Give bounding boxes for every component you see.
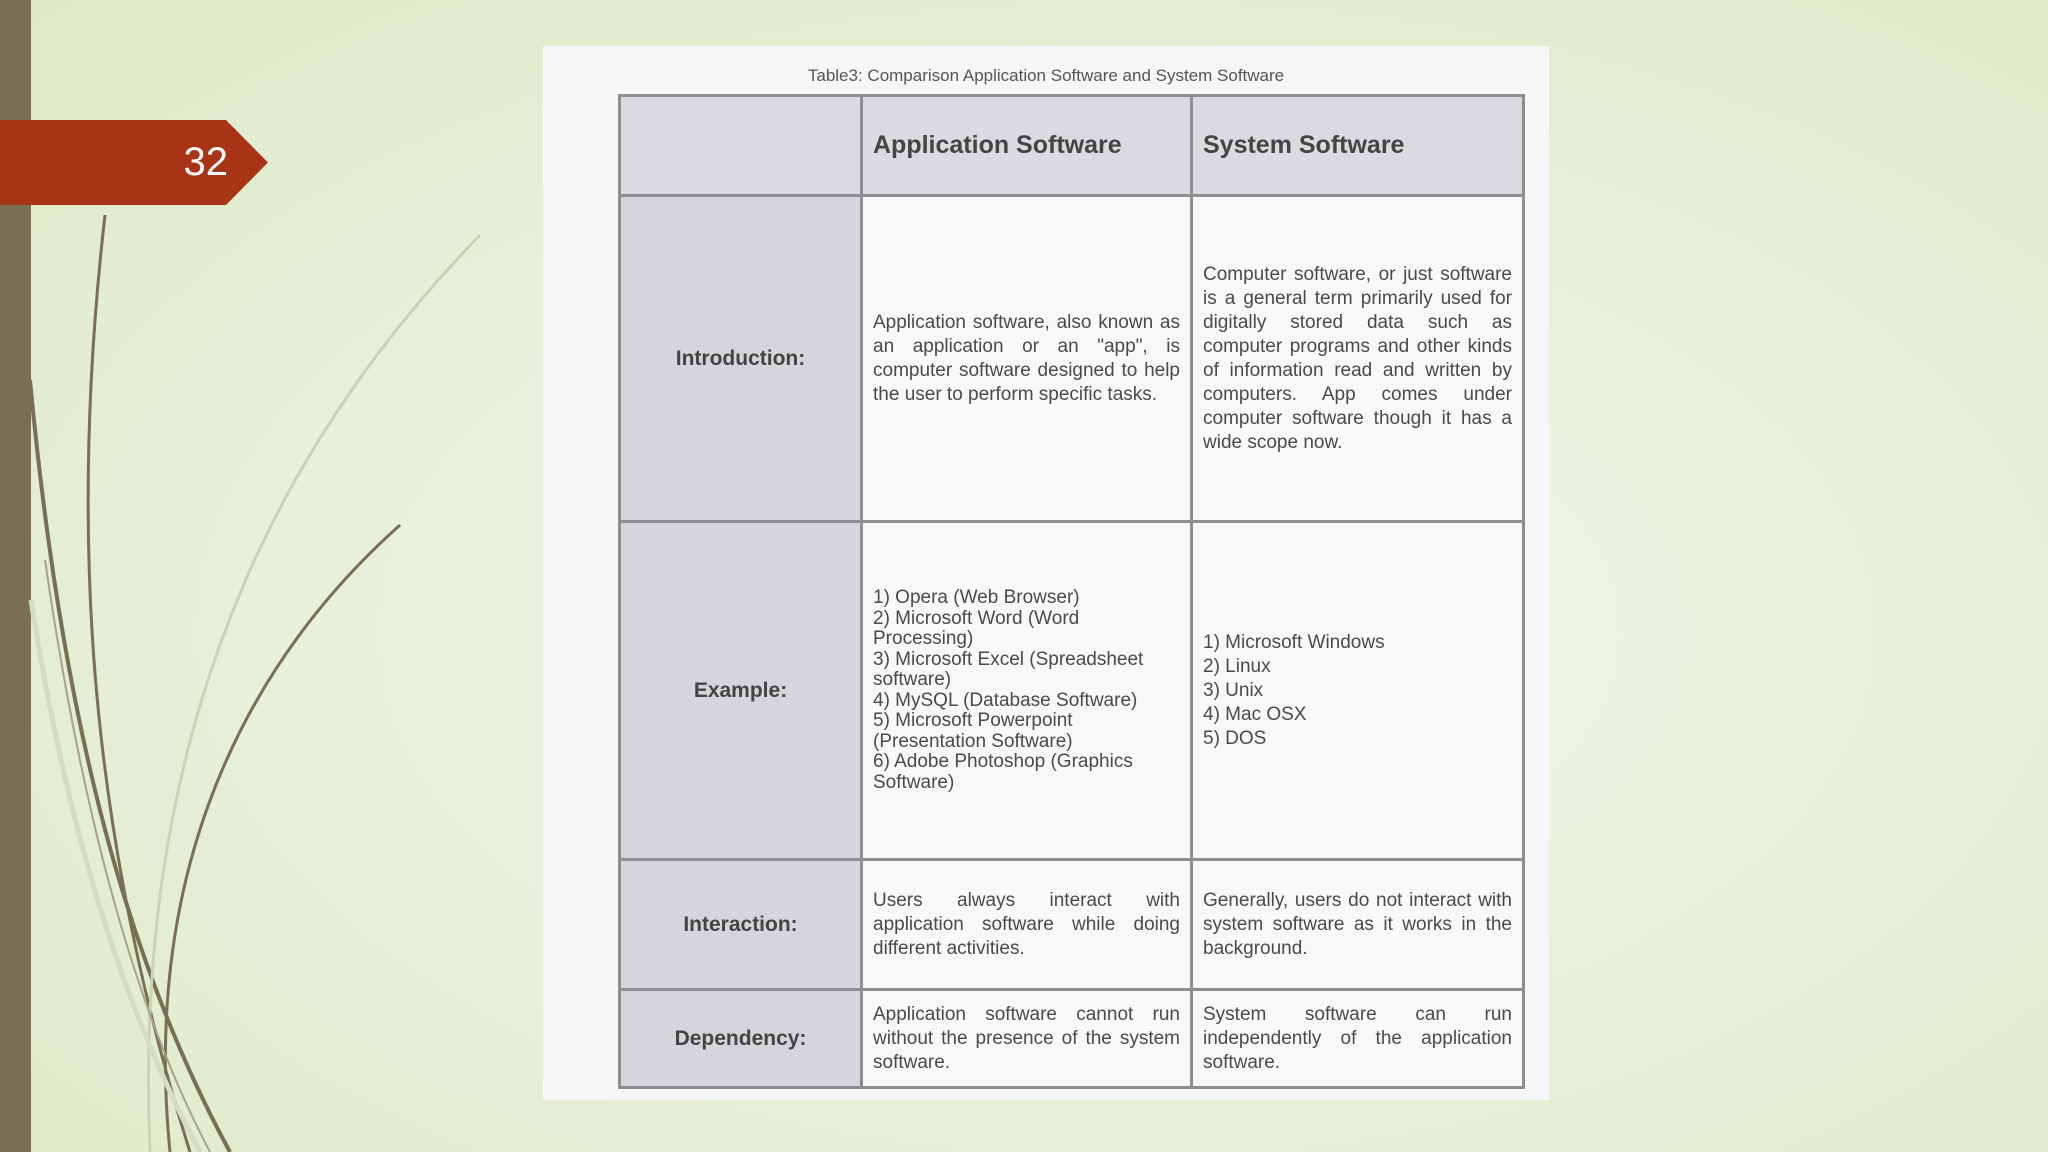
slide-number-tag	[0, 120, 268, 205]
list-item: 4) MySQL (Database Software)	[873, 689, 1138, 711]
row-label-dependency: Dependency:	[620, 990, 862, 1088]
list-item: 5) DOS	[1203, 727, 1267, 749]
table-caption: Table3: Comparison Application Software and System Software	[807, 66, 1285, 85]
table-header-row	[620, 96, 1524, 196]
cell-application-examples	[862, 522, 1192, 860]
table-row	[620, 990, 1524, 1088]
list-item: 6) Adobe Photoshop (Graphics Software)	[873, 751, 1133, 793]
list-item: 2) Linux	[1203, 655, 1271, 677]
list-item: 1) Opera (Web Browser)	[873, 587, 1080, 608]
cell-application-dependency: Application software cannot run without the presence of the system software.	[862, 990, 1192, 1088]
cell-application-interaction: Users always interact with application software while doing different activities.	[862, 860, 1192, 990]
list-item: 3) Microsoft Excel (Spreadsheet software)	[873, 648, 1144, 690]
header-empty-cell	[620, 96, 862, 196]
row-label-introduction: Introduction:	[620, 196, 862, 522]
header-application-software: Application Software	[862, 96, 1192, 196]
list-item: 5) Microsoft Powerpoint (Presentation Software)	[873, 710, 1073, 752]
comparison-table	[618, 94, 1525, 1089]
cell-system-introduction: Computer software, or just software is a general term primarily used for digitally stored data such as computer programs and other kinds of information read and written by computers. App comes under computer software though it has a wide scope now.	[1192, 196, 1524, 522]
cell-application-introduction: Application software, also known as an application or an "app", is computer software designed to help the user to perform specific tasks.	[862, 196, 1192, 522]
table-row	[620, 860, 1524, 990]
header-system-software: System Software	[1192, 96, 1524, 196]
table-row	[620, 196, 1524, 522]
cell-system-examples	[1192, 522, 1524, 860]
row-label-example: Example:	[620, 522, 862, 860]
slide-number: 32	[183, 140, 228, 184]
cell-system-interaction: Generally, users do not interact with system software as it works in the background.	[1192, 860, 1524, 990]
scanned-table-image	[543, 46, 1549, 1100]
list-item: 4) Mac OSX	[1203, 703, 1307, 725]
cell-system-dependency: System software can run independently of the application software.	[1192, 990, 1524, 1088]
list-item: 2) Microsoft Word (Word Processing)	[873, 607, 1080, 649]
list-item: 3) Unix	[1203, 679, 1264, 701]
row-label-interaction: Interaction:	[620, 860, 862, 990]
list-item: 1) Microsoft Windows	[1203, 631, 1385, 653]
table-row	[620, 522, 1524, 860]
